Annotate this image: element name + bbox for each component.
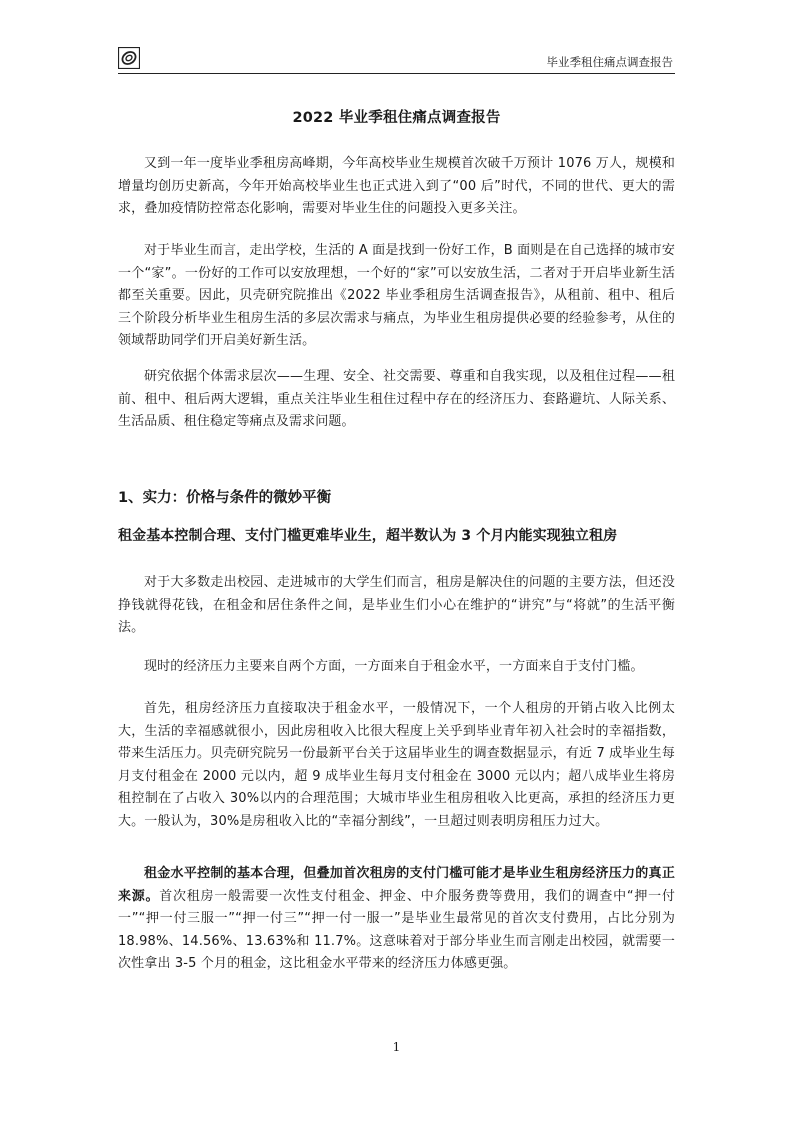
- body-paragraph-4-text: 首次租房一般需要一次性支付租金、押金、中介服务费等费用，我们的调查中“押一付一”“押一付三服一”“押一付三”“押一付一服一”是毕业生最常见的首次支付费用，占比分别为 18.98%、14.56%、13.63%和 11.7%。这意味着对于部分毕业生而言刚走出校园，就需要一次性拿出 3-5 个月的租金，这比租金水平带来的经济压力体感更强。: [118, 888, 676, 972]
- body-paragraph-2: 现时的经济压力主要来自两个方面，一方面来自于租金水平，一方面来自于支付门槛。: [144, 659, 644, 674]
- section-subheading: 租金基本控制合理、支付门槛更难毕业生，超半数认为 3 个月内能实现独立租房: [118, 528, 618, 544]
- intro-paragraph-2: 对于毕业生而言，走出学校，生活的 A 面是找到一份好工作，B 面则是在自己选择的城市安一个“家”。一份好的工作可以安放理想，一个好的“家”可以安放生活，二者对于开启毕业新生活都至关重要。因此，贝壳研究院推出《2022 毕业季租房生活调查报告》，从租前、租中、租后三个阶段分析毕业生租房生活的多层次需求与痛点，为毕业生租房提供必要的经验参考，从住的领域帮助同学们开启美好新生活。: [118, 243, 675, 349]
- page-header: [118, 47, 675, 74]
- emphasis-text: 租金水平控制的基本合理，但叠加首次租房的支付门槛可能才是毕业生租房经济压力的真正来源。: [118, 866, 675, 904]
- intro-paragraph-3: 研究依据个体需求层次——生理、安全、社交需要、尊重和自我实现，以及租住过程——租前、租中、租后两大逻辑，重点关注毕业生租住过程中存在的经济压力、套路避坑、人际关系、生活品质、租住稳定等痛点及需求问题。: [118, 369, 675, 430]
- intro-paragraph-1: 又到一年一度毕业季租房高峰期，今年高校毕业生规模首次破千万预计 1076 万人，规模和增量均创历史新高，今年开始高校毕业生也正式进入到了“00 后”时代，不同的世代、更大的需求，叠加疫情防控常态化影响，需要对毕业生住的问题投入更多关注。: [118, 156, 675, 217]
- document-title: 2022 毕业季租住痛点调查报告: [292, 110, 501, 126]
- body-paragraph-3: 首先，租房经济压力直接取决于租金水平，一般情况下，一个人租房的开销占收入比例太大，生活的幸福感就很小，因此房租收入比很大程度上关乎到毕业青年初入社会时的幸福指数，带来生活压力。贝壳研究院另一份最新平台关于这届毕业生的调查数据显示，有近 7 成毕业生每月支付租金在 2000 元以内，超 9 成毕业生每月支付租金在 3000 元以内；超八成毕业生将房租控制在了占收入 30%以内的合理范围；大城市毕业生租房租收入比更高，承担的经济压力更大。一般认为，30%是房租收入比的“幸福分割线”，一旦超过则表明房租压力过大。: [118, 701, 675, 829]
- body-paragraph-4: [118, 863, 675, 976]
- page-number: 1: [392, 1040, 401, 1054]
- section-heading: 1、实力：价格与条件的微妙平衡: [118, 490, 332, 506]
- header-title: 毕业季租住痛点调查报告: [546, 55, 673, 69]
- body-paragraph-1: 对于大多数走出校园、走进城市的大学生们而言，租房是解决住的问题的主要方法，但还没挣钱就得花钱，在租金和居住条件之间，是毕业生们小心在维护的“讲究”与“将就”的生活平衡法。: [118, 575, 675, 636]
- company-logo-icon: [118, 47, 140, 69]
